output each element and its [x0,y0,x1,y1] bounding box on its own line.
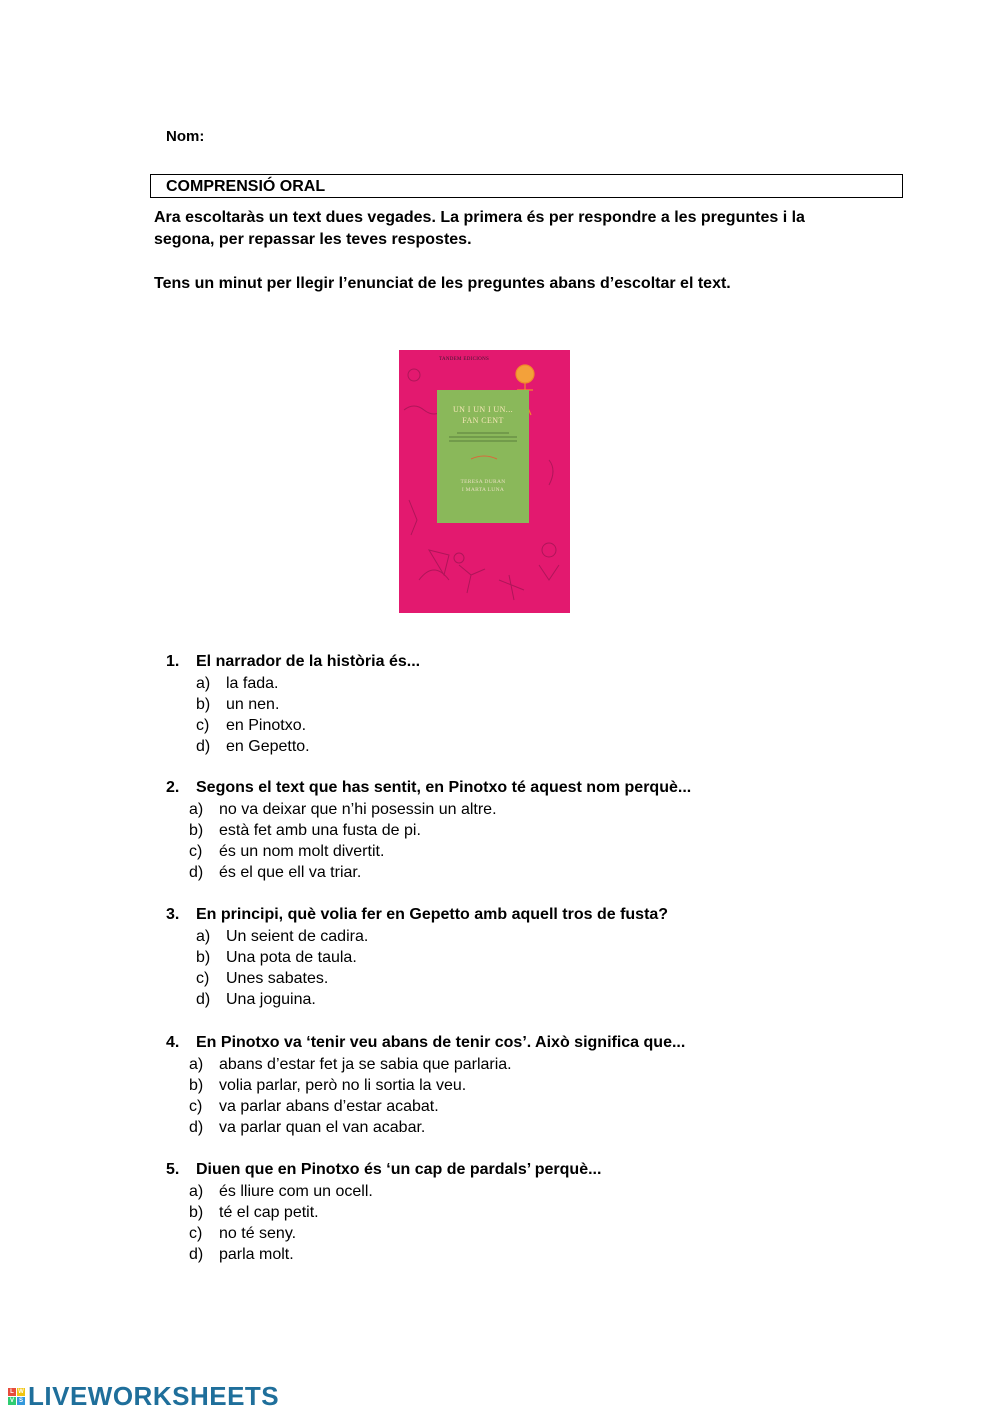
question-text: 1. El narrador de la història és... [166,653,421,670]
book-subtitle [443,430,523,446]
question-2 [166,777,906,883]
book-authors: TERESA DURAN I MARTA LUNA [460,479,506,493]
option-a[interactable]: a) Un seient de cadira. [196,928,369,945]
options-list [166,1054,906,1138]
option-b[interactable]: b) volia parlar, però no li sortia la veu. [189,1077,467,1094]
name-label: Nom: [166,128,205,145]
liveworksheets-logo[interactable] [8,1382,279,1410]
option-a[interactable]: a) no va deixar que n’hi posessin un altre. [189,801,497,818]
logo-text: LIVEWORKSHEETS [28,1380,280,1411]
book-title: UN I UN I UN... FAN CENT [453,405,513,425]
book-ornament [469,454,499,462]
option-c[interactable]: c) va parlar abans d’estar acabat. [189,1098,439,1115]
options-list [166,799,906,883]
option-a[interactable]: a) la fada. [196,675,279,692]
option-a[interactable]: a) és lliure com un ocell. [189,1183,373,1200]
option-b[interactable]: b) Una pota de taula. [196,949,357,966]
instructions-paragraph-2: Tens un minut per llegir l’enunciat de les preguntes abans d’escoltar el text. [154,275,731,292]
options-list [166,673,906,757]
section-title: COMPRENSIÓ ORAL [166,178,326,195]
options-list [166,1181,906,1265]
book-subtitle-lines [443,430,523,444]
question-text: 4. En Pinotxo va ‘tenir veu abans de tenir cos’. Això significa que... [166,1034,686,1051]
option-b[interactable]: b) un nen. [196,696,280,713]
question-text: 5. Diuen que en Pinotxo és ‘un cap de pardals’ perquè... [166,1161,602,1178]
option-d[interactable]: d) és el que ell va triar. [189,864,362,881]
book-cover-image [399,350,570,613]
book-title-panel [437,390,529,523]
question-4 [166,1032,906,1138]
question-text: 2. Segons el text que has sentit, en Pinotxo té aquest nom perquè... [166,779,692,796]
question-3 [166,904,906,1010]
option-d[interactable]: d) va parlar quan el van acabar. [189,1119,426,1136]
option-d[interactable]: d) en Gepetto. [196,738,310,755]
option-d[interactable]: d) Una joguina. [196,991,316,1008]
option-a[interactable]: a) abans d’estar fet ja se sabia que parlaria. [189,1056,512,1073]
question-5 [166,1159,906,1265]
instructions-paragraph-1: Ara escoltaràs un text dues vegades. La primera és per respondre a les preguntes i la segona, per repassar les teves respostes. [154,209,805,248]
logo-icon: L W V S [9,1388,24,1404]
option-c[interactable]: c) és un nom molt divertit. [189,843,385,860]
option-b[interactable]: b) té el cap petit. [189,1204,319,1221]
option-b[interactable]: b) està fet amb una fusta de pi. [189,822,421,839]
options-list [166,926,906,1010]
question-1 [166,651,906,757]
section-header-box [150,174,903,198]
question-text: 3. En principi, què volia fer en Gepetto amb aquell tros de fusta? [166,906,669,923]
option-c[interactable]: c) Unes sabates. [196,970,329,987]
option-c[interactable]: c) no té seny. [189,1225,297,1242]
option-d[interactable]: d) parla molt. [189,1246,294,1263]
book-publisher: TANDEM EDICIONS [439,357,490,362]
option-c[interactable]: c) en Pinotxo. [196,717,307,734]
